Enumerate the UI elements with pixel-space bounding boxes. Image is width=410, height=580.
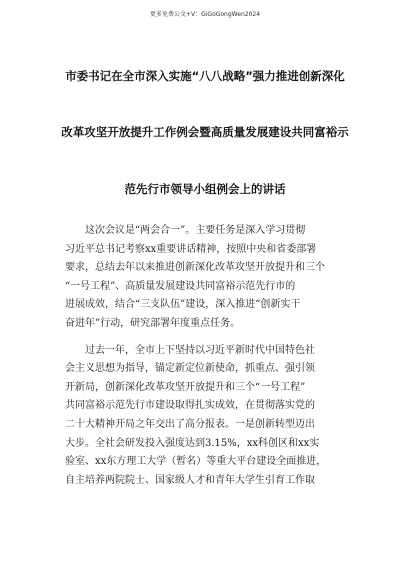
paragraph-2 bbox=[65, 342, 355, 491]
paragraph-2-line: 自主培养两院院士、国家级人才和青年大学生引育工作取 bbox=[65, 474, 315, 486]
title-line-2: 改革攻坚开放提升工作例会暨高质量发展建设共同富裕示 bbox=[61, 125, 349, 139]
paragraph-1 bbox=[65, 222, 355, 334]
title-line-1: 市委书记在全市深入实施“八八战略”强力推进创新深化 bbox=[65, 69, 345, 83]
paragraph-2-line: 大步。全社会研发投入强度达到3.15%，xx科创区和xx实 bbox=[65, 437, 320, 449]
body-text bbox=[65, 222, 355, 498]
paragraph-2-line: 会主义思想为指导，锚定新定位新使命，抓重点、强引领 bbox=[65, 363, 315, 375]
paragraph-1-line: 这次会议是“两会合一”。主要任务是深入学习贯彻 bbox=[85, 225, 306, 236]
paragraph-1-line: 习近平总书记考察xx重要讲话精神，按照中央和省委部署 bbox=[65, 243, 317, 255]
paragraph-2-line: 二十大精神开局之年交出了高分报表。一是创新转型迈出 bbox=[65, 418, 315, 430]
paragraph-2-line: 验室、xx东方理工大学（暂名）等重大平台建设全面推进， bbox=[65, 456, 327, 468]
paragraph-1-line: 进展成效，结合“三支队伍”建设，深入推进“创新实干 bbox=[65, 299, 301, 311]
paragraph-2-line: 过去一年，全市上下坚持以习近平新时代中国特色社 bbox=[85, 344, 315, 356]
paragraph-2-line: 共同富裕示范先行市建设取得扎实成效，在贯彻落实党的 bbox=[65, 400, 315, 412]
paragraph-2-line: 开新局，创新深化改革攻坚开放提升和三个“一号工程” bbox=[65, 381, 306, 393]
paragraph-1-line: 要求，总结去年以来推进创新深化改革攻坚开放提升和三个 bbox=[65, 262, 325, 274]
title-line-3: 范先行市领导小组例会上的讲话 bbox=[124, 182, 286, 196]
paragraph-1-line: “一号工程”、高质量发展建设共同富裕示范先行市的 bbox=[65, 280, 296, 292]
paragraph-1-line: 奋进年”行动，研究部署年度重点任务。 bbox=[65, 317, 241, 329]
header-note: 更多免费公文+V：GiGoGongWen2024 bbox=[149, 11, 261, 18]
